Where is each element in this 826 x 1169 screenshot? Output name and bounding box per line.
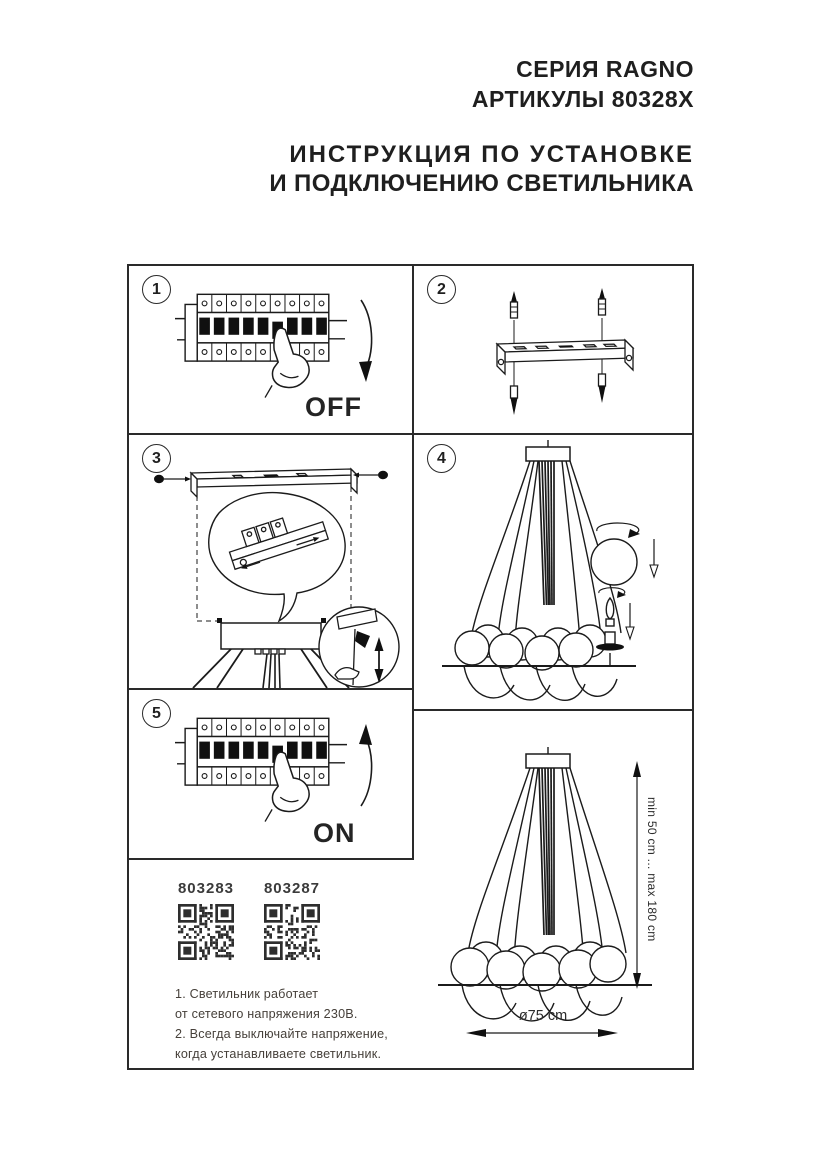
flip-up-arrow-icon [353,720,383,810]
qr-code-right [264,904,320,960]
step-number-badge: 2 [427,275,456,304]
document-header [269,54,694,198]
chandelier-assembly-illustration [414,435,692,709]
flip-down-arrow-icon [353,296,383,386]
series-title: СЕРИЯ RAGNO [516,56,694,82]
step-number-badge: 1 [142,275,171,304]
step-number-badge: 3 [142,444,171,473]
off-label: OFF [305,392,362,422]
step-number-badge: 4 [427,444,456,473]
diameter-label: ø75 cm [518,1008,568,1024]
instruction-title-line1: ИНСТРУКЦИЯ ПО УСТАНОВКЕ [289,141,694,168]
safety-notes [175,984,388,1064]
qr-code-row [177,880,321,960]
height-range-label: min 50 cm ... max 180 cm [645,797,659,942]
mounting-bracket-illustration [414,266,692,433]
instruction-title-line2: И ПОДКЛЮЧЕНИЮ СВЕТИЛЬНИКА [269,170,694,197]
instruction-title [269,140,694,198]
product-info-panel [129,860,412,1068]
note-line: 2. Всегда выключайте напряжение, [175,1027,389,1041]
note-line: когда устанавливаете светильник. [175,1047,382,1061]
article-number: АРТИКУЛЫ 80328X [471,86,694,112]
product-code-left: 803283 [177,880,235,897]
step-number-badge: 5 [142,699,171,728]
qr-item-right [263,880,321,960]
step-panel-5 [129,690,412,858]
step-panel-4 [414,435,692,709]
note-line: 1. Светильник работает [175,987,319,1001]
product-code-right: 803287 [263,880,321,897]
on-label: ON [313,818,356,848]
note-line: от сетевого напряжения 230В. [175,1007,358,1021]
canopy-wiring-illustration [129,435,412,688]
step-panel-1 [129,266,412,433]
qr-item-left [177,880,235,960]
instruction-grid [127,264,694,1070]
step-panel-2 [414,266,692,433]
dimensions-panel [414,711,692,1068]
qr-code-left [178,904,234,960]
step-panel-3 [129,435,412,688]
